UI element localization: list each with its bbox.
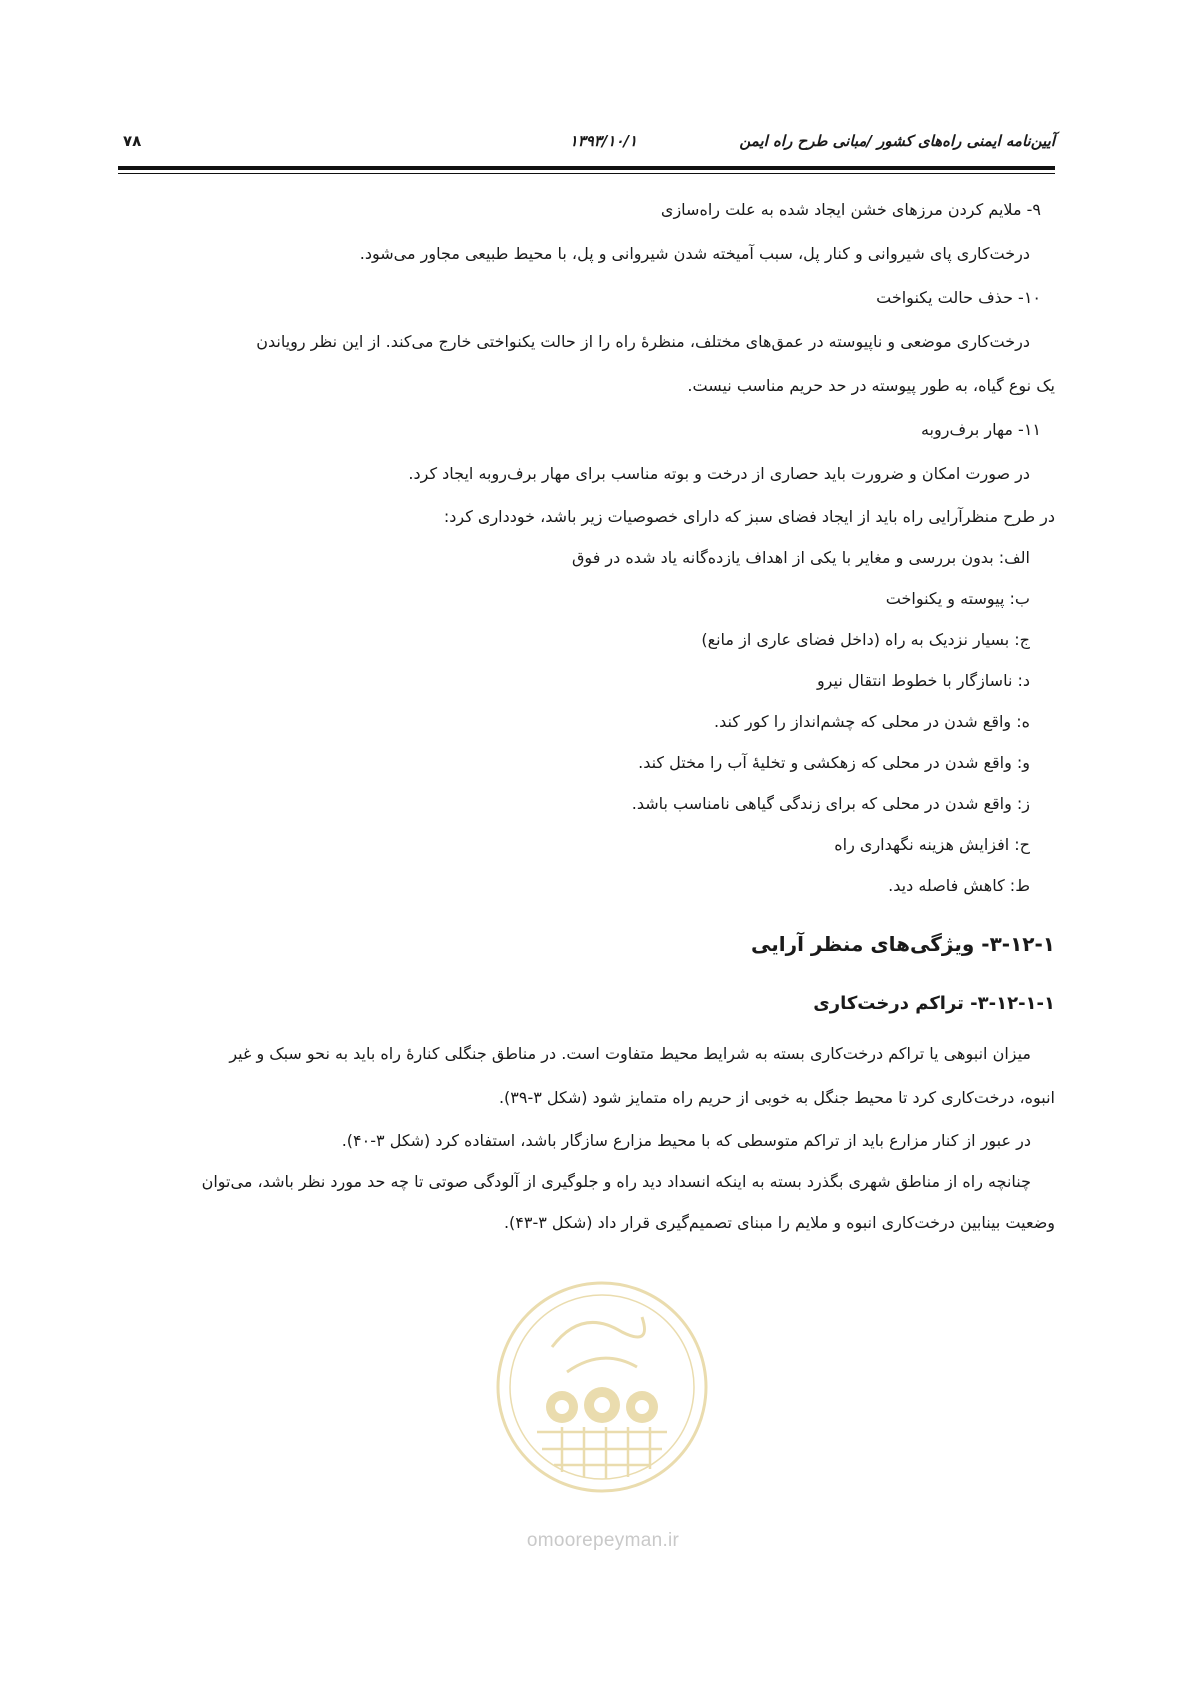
item-9-heading: ۹- ملایم کردن مرزهای خشن ایجاد شده به علت راه‌سازی xyxy=(660,200,1041,219)
page-number: ۷۸ xyxy=(123,132,142,150)
avoid-list-item: ز: واقع شدن در محلی که برای زندگی گیاهی نامناسب باشد. xyxy=(631,793,1030,813)
header-date: ۱۳۹۳/۱۰/۱ xyxy=(569,132,637,150)
paragraph-1-line2: انبوه، درخت‌کاری کرد تا محیط جنگل به خوبی از حریم راه متمایز شود (شکل ۳-۳۹). xyxy=(498,1088,1055,1107)
paragraph-2: در عبور از کنار مزارع باید از تراکم متوسطی که با محیط مزارع سازگار باشد، استفاده کرد (شکل ۳-۴۰). xyxy=(341,1130,1031,1150)
avoid-list-item: ه: واقع شدن در محلی که چشم‌انداز را کور کند. xyxy=(713,711,1030,731)
item-11-text: در صورت امکان و ضرورت باید حصاری از درخت و بوته مناسب برای مهار برف‌روبه ایجاد کرد. xyxy=(408,464,1030,483)
item-10-text-line1: درخت‌کاری موضعی و ناپیوسته در عمق‌های مختلف، منظرهٔ راه را از حالت یکنواختی خارج می‌کند. از این نظر رویاندن xyxy=(256,332,1030,351)
paragraph-1-line1: میزان انبوهی یا تراکم درخت‌کاری بسته به شرایط محیط متفاوت است. در مناطق جنگلی کنارهٔ راه باید به نحو سبک و غیر xyxy=(229,1044,1031,1063)
avoid-intro: در طرح منظرآرایی راه باید از ایجاد فضای سبز که دارای خصوصیات زیر باشد، خودداری کرد: xyxy=(443,506,1055,526)
avoid-list-item: ب: پیوسته و یکنواخت xyxy=(885,588,1030,608)
header-rule-thick xyxy=(118,166,1055,170)
avoid-list-item: ط: کاهش فاصله دید. xyxy=(888,875,1030,895)
item-9-text: درخت‌کاری پای شیروانی و کنار پل، سبب آمیخته شدن شیروانی و پل، با محیط طبیعی مجاور می‌شود. xyxy=(359,244,1030,263)
watermark-logo xyxy=(492,1277,712,1497)
page-header xyxy=(118,128,1055,156)
watermark-site: omoorepeyman.ir xyxy=(526,1530,680,1551)
avoid-list-item: ح: افزایش هزینه نگهداری راه xyxy=(834,834,1030,854)
item-10-heading: ۱۰- حذف حالت یکنواخت xyxy=(876,288,1041,307)
item-10-text-line2: یک نوع گیاه، به طور پیوسته در حد حریم مناسب نیست. xyxy=(687,376,1055,395)
header-rule-thin xyxy=(118,173,1055,174)
section-heading: ۳-۱۲-۱- ویژگی‌های منظر آرایی xyxy=(750,932,1055,956)
avoid-list-item: ج: بسیار نزدیک به راه (داخل فضای عاری از مانع) xyxy=(701,629,1030,649)
avoid-list-item: الف: بدون بررسی و مغایر با یکی از اهداف یازده‌گانه یاد شده در فوق xyxy=(572,547,1030,567)
document-body xyxy=(118,188,1055,1243)
paragraph-3-line2: وضعیت بینابین درخت‌کاری انبوه و ملایم را مبنای تصمیم‌گیری قرار داد (شکل ۳-۴۳). xyxy=(503,1212,1055,1232)
avoid-list-item: د: ناسازگار با خطوط انتقال نیرو xyxy=(816,670,1030,690)
avoid-list-item: و: واقع شدن در محلی که زهکشی و تخلیهٔ آب را مختل کند. xyxy=(638,752,1030,772)
subsection-heading: ۳-۱۲-۱-۱- تراکم درخت‌کاری xyxy=(813,993,1055,1014)
item-11-heading: ۱۱- مهار برف‌روبه xyxy=(920,420,1041,439)
header-title: آیین‌نامه ایمنی راه‌های کشور /مبانی طرح راه ایمن xyxy=(739,132,1055,150)
paragraph-3-line1: چنانچه راه از مناطق شهری بگذرد بسته به اینکه انسداد دید راه و جلوگیری از آلودگی صوتی تا چه حد مورد نظر باشد، می‌توان xyxy=(201,1171,1031,1191)
